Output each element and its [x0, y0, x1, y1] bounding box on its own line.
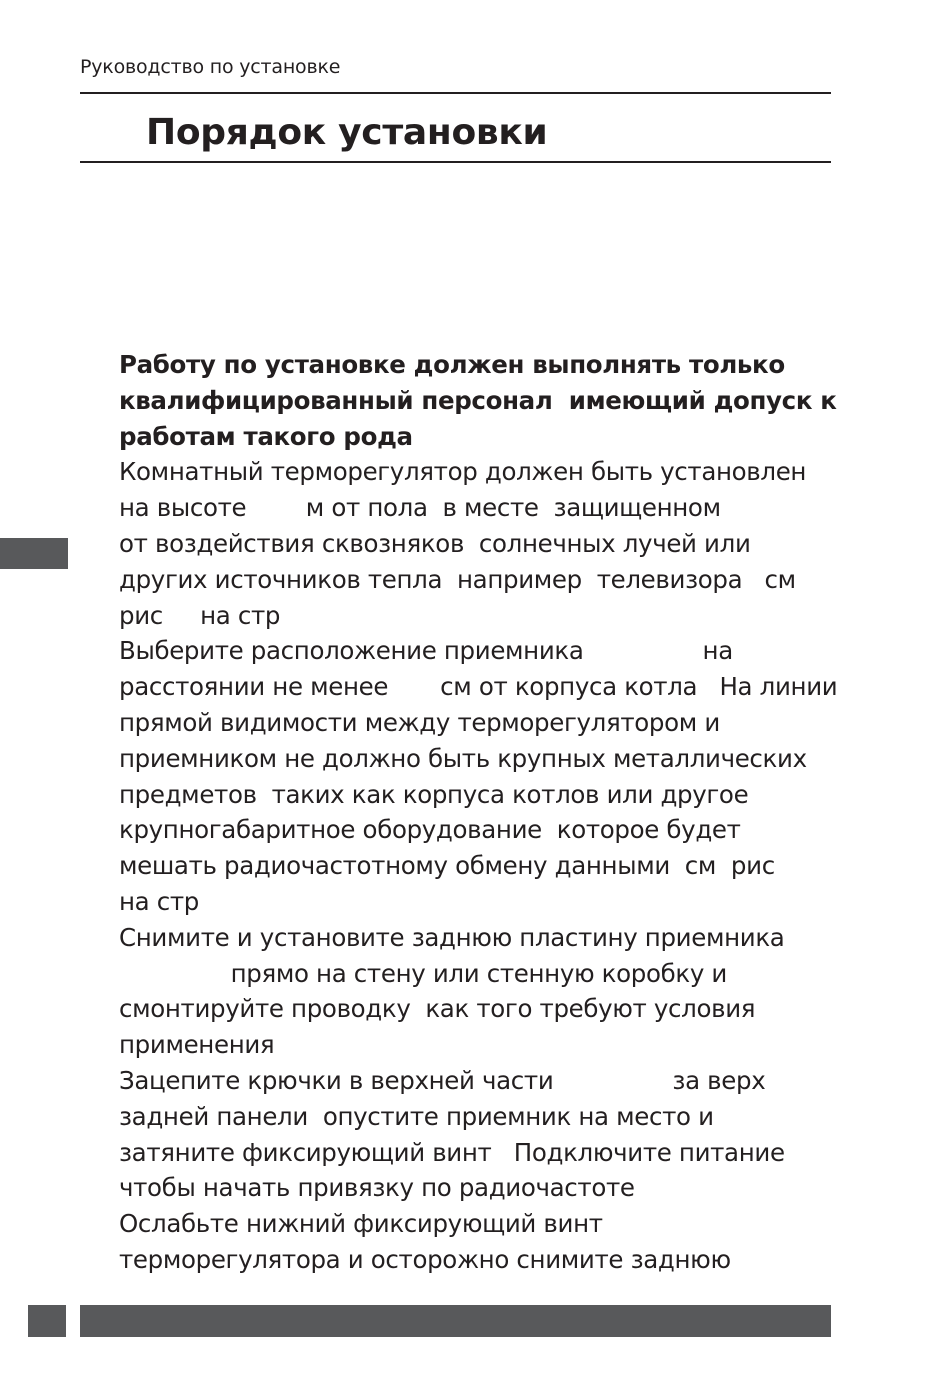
section-side-tab: [0, 538, 68, 569]
running-header: Руководство по установке: [80, 56, 341, 78]
text-line: смонтируйте проводку как того требуют условия: [119, 994, 756, 1024]
text-line: других источников тепла например телевизора см: [119, 564, 796, 594]
text-line: работам такого рода: [119, 421, 413, 451]
text-line: крупногабаритное оборудование которое будет: [119, 815, 741, 845]
text-line: Комнатный терморегулятор должен быть установлен: [119, 457, 807, 487]
text-line: терморегулятора и осторожно снимите заднюю: [119, 1244, 731, 1274]
text-line: на стр: [119, 886, 200, 916]
text-line: Выберите расположение приемника на: [119, 636, 733, 666]
text-line: задней панели опустите приемник на место и: [119, 1101, 714, 1131]
text-line: приемником не должно быть крупных металлических: [119, 743, 807, 773]
text-line: рис на стр: [119, 600, 281, 630]
page-title: Порядок установки: [146, 112, 548, 153]
text-line: мешать радиочастотному обмену данными см рис: [119, 851, 775, 881]
text-line: расстоянии не менее см от корпуса котла На линии: [119, 672, 838, 702]
text-line: чтобы начать привязку по радиочастоте: [119, 1173, 635, 1203]
instruction-body: [119, 347, 839, 1278]
text-line: прямо на стену или стенную коробку и: [119, 958, 727, 988]
text-line: применения: [119, 1030, 275, 1060]
text-line: прямой видимости между терморегулятором и: [119, 707, 720, 737]
text-line: Снимите и установите заднюю пластину приемника: [119, 922, 785, 952]
text-line: на высоте м от пола в месте защищенном: [119, 493, 721, 523]
text-line: затяните фиксирующий винт Подключите питание: [119, 1137, 785, 1167]
header-rule-bottom: [80, 161, 831, 163]
text-line: Работу по установке должен выполнять только: [119, 350, 785, 379]
text-line: квалифицированный персонал имеющий допуск к: [119, 385, 837, 415]
header-rule-top: [80, 92, 831, 94]
text-line: Ослабьте нижний фиксирующий винт: [119, 1209, 603, 1239]
text-line: предметов таких как корпуса котлов или другое: [119, 779, 749, 809]
footer-bar: [80, 1305, 831, 1337]
text-line: Зацепите крючки в верхней части за верх: [119, 1065, 766, 1095]
text-line: от воздействия сквозняков солнечных лучей или: [119, 528, 751, 558]
footer-page-marker: [28, 1305, 66, 1337]
